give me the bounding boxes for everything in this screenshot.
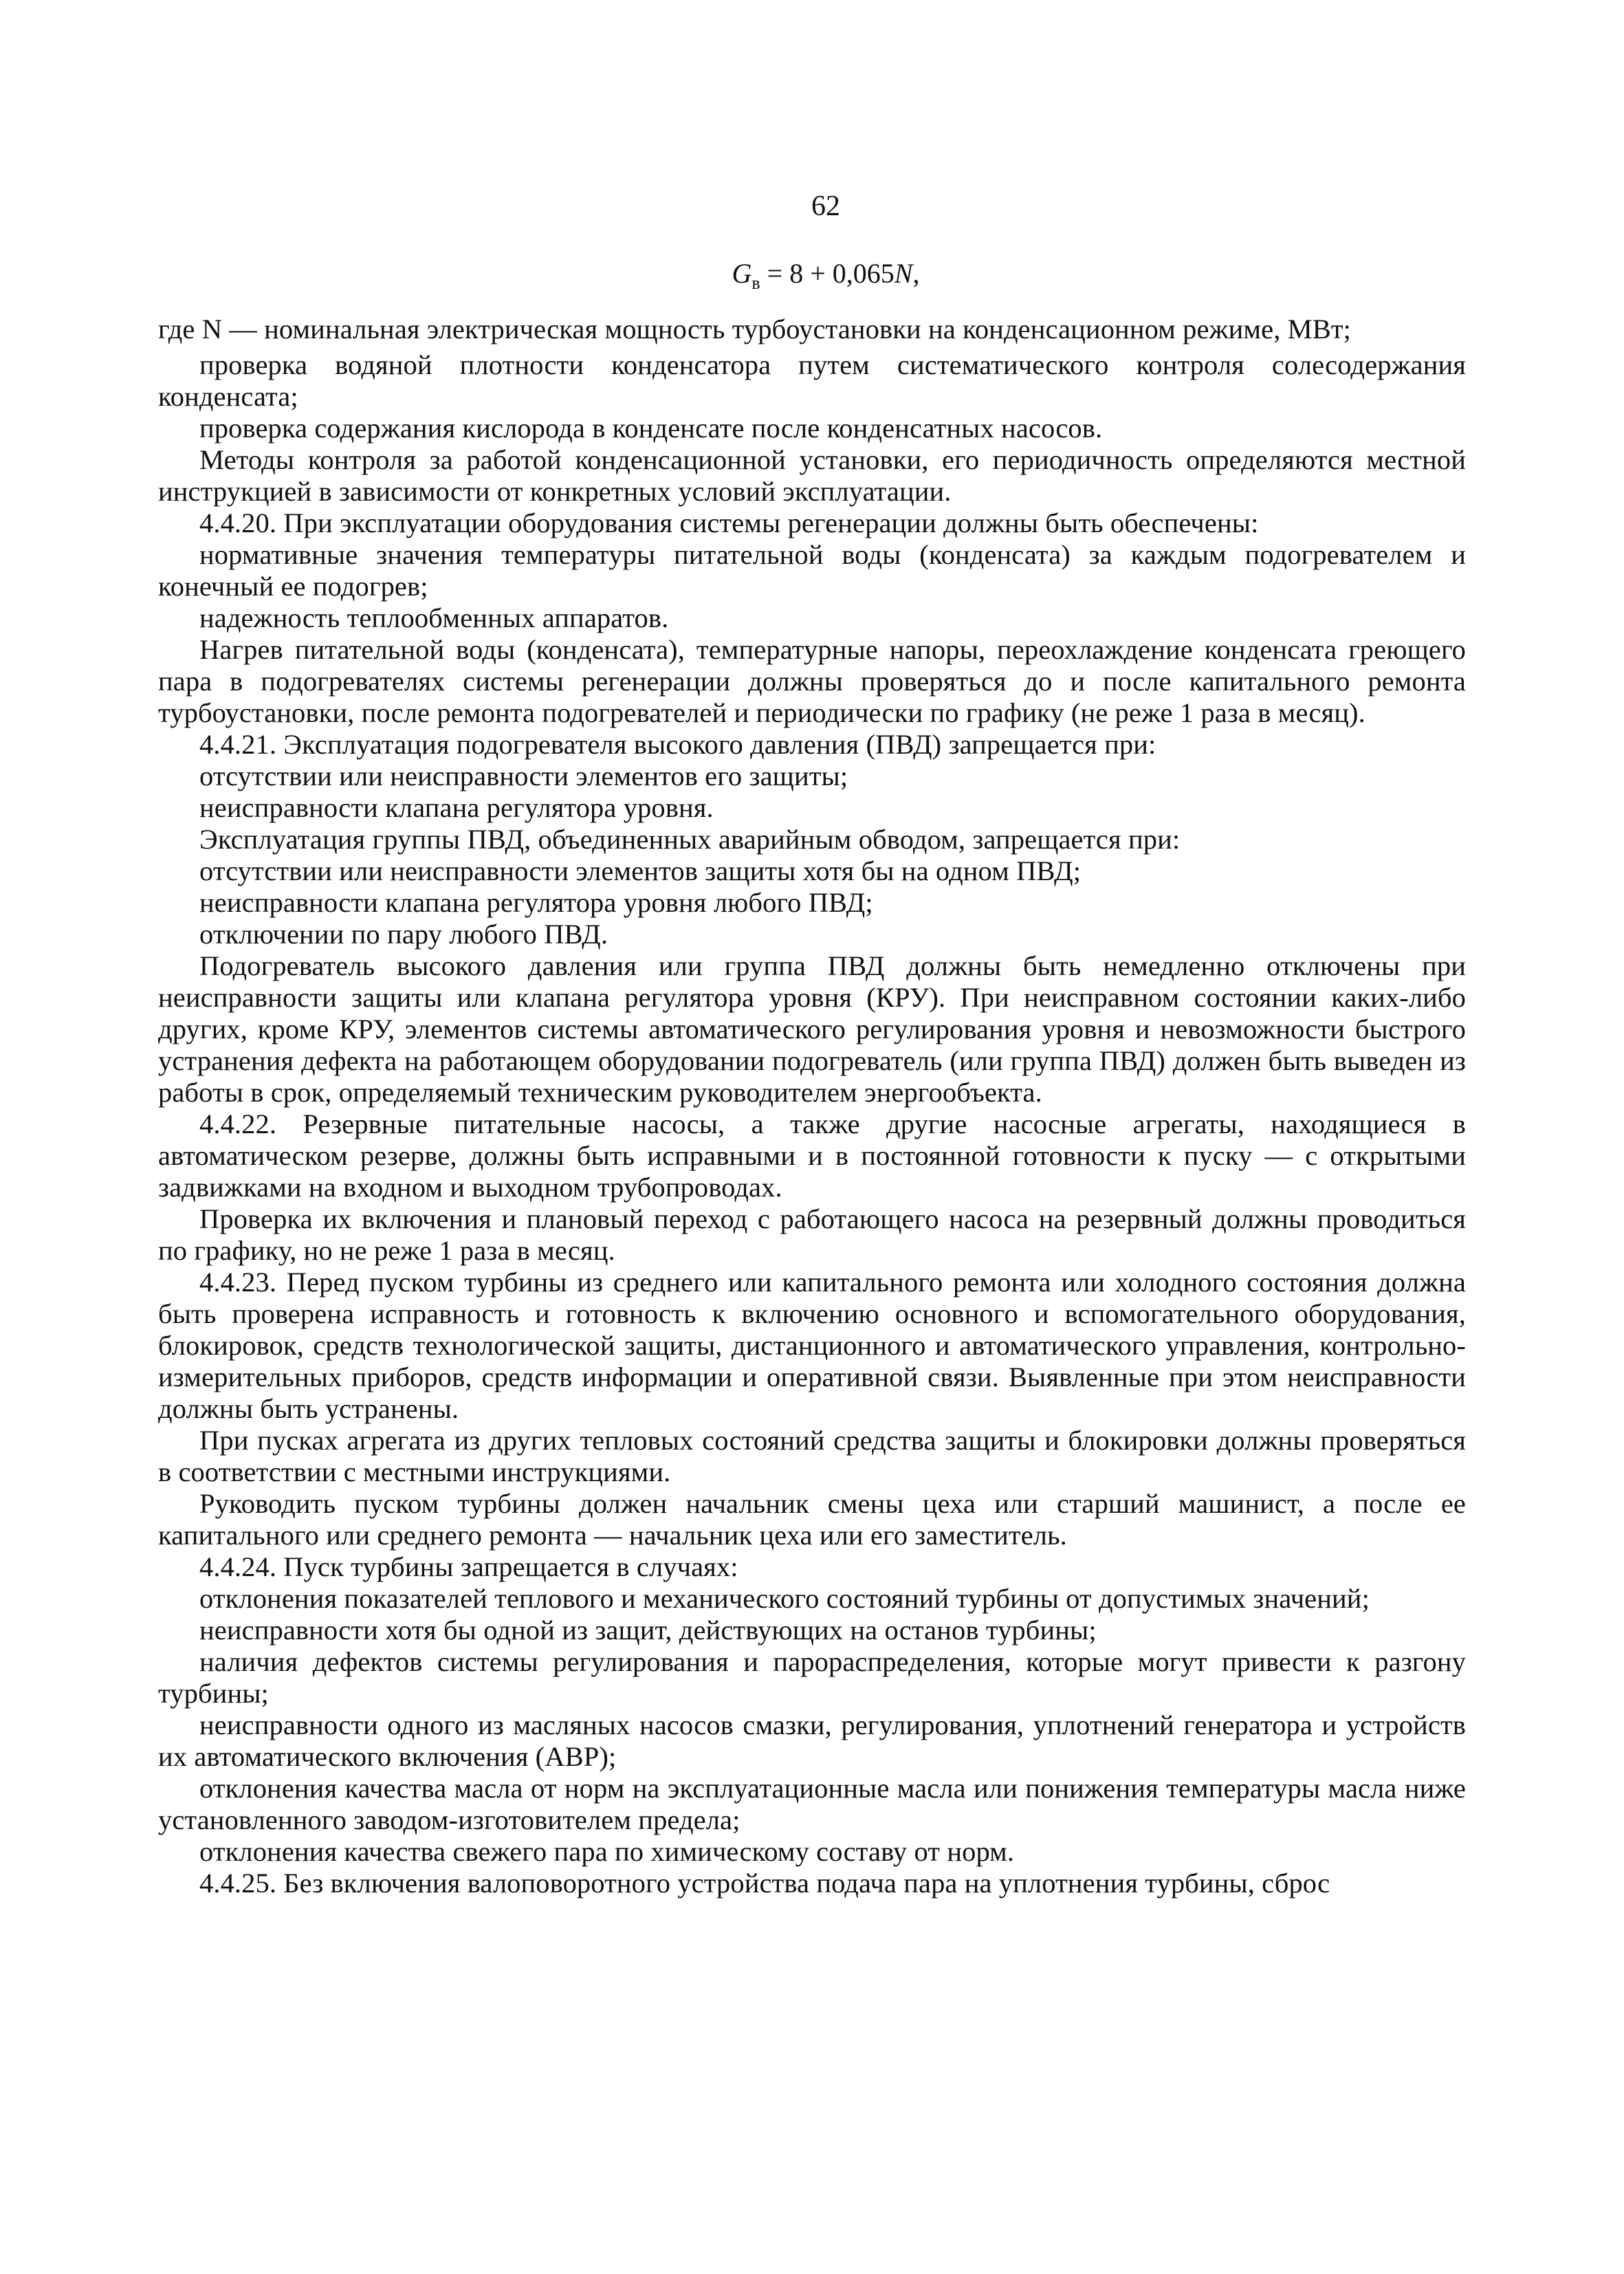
paragraph: Эксплуатация группы ПВД, объединенных аварийным обводом, запрещается при: [199, 824, 1181, 855]
paragraph: При пусках агрегата из других тепловых состояний средства защиты и блокировки должны проверяться в соответствии с местными инструкциями. [158, 1425, 1466, 1487]
paragraph: отсутствии или неисправности элементов защиты хотя бы на одном ПВД; [199, 855, 1082, 886]
paragraph-section-4-4-22: 4.4.22. Резервные питательные насосы, а также другие насосные агрегаты, находящиеся в автоматическом резерве, должны быть исправными и в постоянной готовности к пуску — с открытыми задвижками на входном и выходном трубопроводах. [158, 1108, 1466, 1203]
paragraph: неисправности клапана регулятора уровня любого ПВД; [199, 887, 873, 918]
paragraph: Методы контроля за работой конденсационной установки, его периодичность определяются местной инструкцией в зависимости от конкретных условий эксплуатации. [158, 444, 1466, 507]
paragraph: отсутствии или неисправности элементов его защиты; [199, 761, 848, 791]
paragraph: отключении по пару любого ПВД. [199, 919, 608, 950]
paragraph-section-4-4-23: 4.4.23. Перед пуском турбины из среднего или капитального ремонта или холодного состояния должна быть проверена исправность и готовность к включению основного и вспомогательного оборудования, блокировок, средств технологической защиты, дистанционного и автоматического управления, контрольно-измерительных приборов, средств информации и оперативной связи. Выявленные при этом неисправности должны быть устранены. [158, 1267, 1466, 1424]
paragraph: Подогреватель высокого давления или группа ПВД должны быть немедленно отключены при неисправности защиты или клапана регулятора уровня (КРУ). При неисправном состоянии каких-либо других, кроме КРУ, элементов системы автоматического регулирования уровня и невозможности быстрого устранения дефекта на работающем оборудовании подогреватель (или группа ПВД) должен быть выведен из работы в срок, определяемый техническим руководителем энергообъекта. [158, 950, 1466, 1108]
paragraph: отклонения качества масла от норм на эксплуатационные масла или понижения температуры масла ниже установленного заводом-изготовителем предела; [158, 1773, 1466, 1835]
paragraph: Руководить пуском турбины должен начальник смены цеха или старший машинист, а после ее капитального или среднего ремонта — начальник цеха или его заместитель. [158, 1488, 1466, 1551]
paragraph: наличия дефектов системы регулирования и парораспределения, которые могут привести к разгону турбины; [158, 1646, 1466, 1709]
paragraph: нормативные значения температуры питательной воды (конденсата) за каждым подогревателем и конечный ее подогрев; [158, 539, 1466, 602]
paragraph: проверка содержания кислорода в конденсате после конденсатных насосов. [199, 413, 1103, 444]
paragraph: надежность теплообменных аппаратов. [199, 602, 669, 633]
formula-lhs-subscript: в [751, 273, 760, 293]
paragraph-section-4-4-21: 4.4.21. Эксплуатация подогревателя высокого давления (ПВД) запрещается при: [199, 729, 1156, 760]
paragraph-section-4-4-25: 4.4.25. Без включения валоповоротного устройства подача пара на уплотнения турбины, сброс [199, 1868, 1330, 1899]
paragraph: Нагрев питательной воды (конденсата), температурные напоры, переохлаждение конденсата греющего пара в подогревателях системы регенерации должны проверяться до и после капитального ремонта турбоустановки, после ремонта подогревателей и периодически по графику (не реже 1 раза в месяц). [158, 634, 1466, 728]
page-number: 62 [811, 190, 840, 222]
formula-tail: , [912, 258, 920, 289]
body-text [158, 314, 1466, 1899]
formula-rhs-symbol: N [894, 258, 913, 289]
paragraph: отклонения качества свежего пара по химическому составу от норм. [199, 1836, 1015, 1867]
formula [186, 253, 1466, 304]
paragraph-section-4-4-24: 4.4.24. Пуск турбины запрещается в случаях: [199, 1551, 738, 1582]
paragraph-where: где N — номинальная электрическая мощность турбоустановки на конденсационном режиме, МВт; [158, 314, 1352, 345]
formula-lhs-symbol: G [732, 258, 752, 289]
paragraph: неисправности хотя бы одной из защит, действующих на останов турбины; [199, 1615, 1097, 1646]
paragraph: проверка водяной плотности конденсатора путем систематического контроля солесодержания конденсата; [158, 349, 1466, 412]
formula-rhs: = 8 + 0,065 [760, 258, 895, 289]
paragraph: отклонения показателей теплового и механического состояний турбины от допустимых значений; [199, 1583, 1370, 1614]
paragraph: Проверка их включения и плановый переход с работающего насоса на резервный должны проводиться по графику, но не реже 1 раза в месяц. [158, 1203, 1466, 1266]
paragraph-section-4-4-20: 4.4.20. При эксплуатации оборудования системы регенерации должны быть обеспечены: [199, 507, 1259, 538]
paragraph: неисправности клапана регулятора уровня. [199, 792, 714, 823]
paragraph: неисправности одного из масляных насосов смазки, регулирования, уплотнений генератора и устройств их автоматического включения (АВР); [158, 1709, 1466, 1772]
